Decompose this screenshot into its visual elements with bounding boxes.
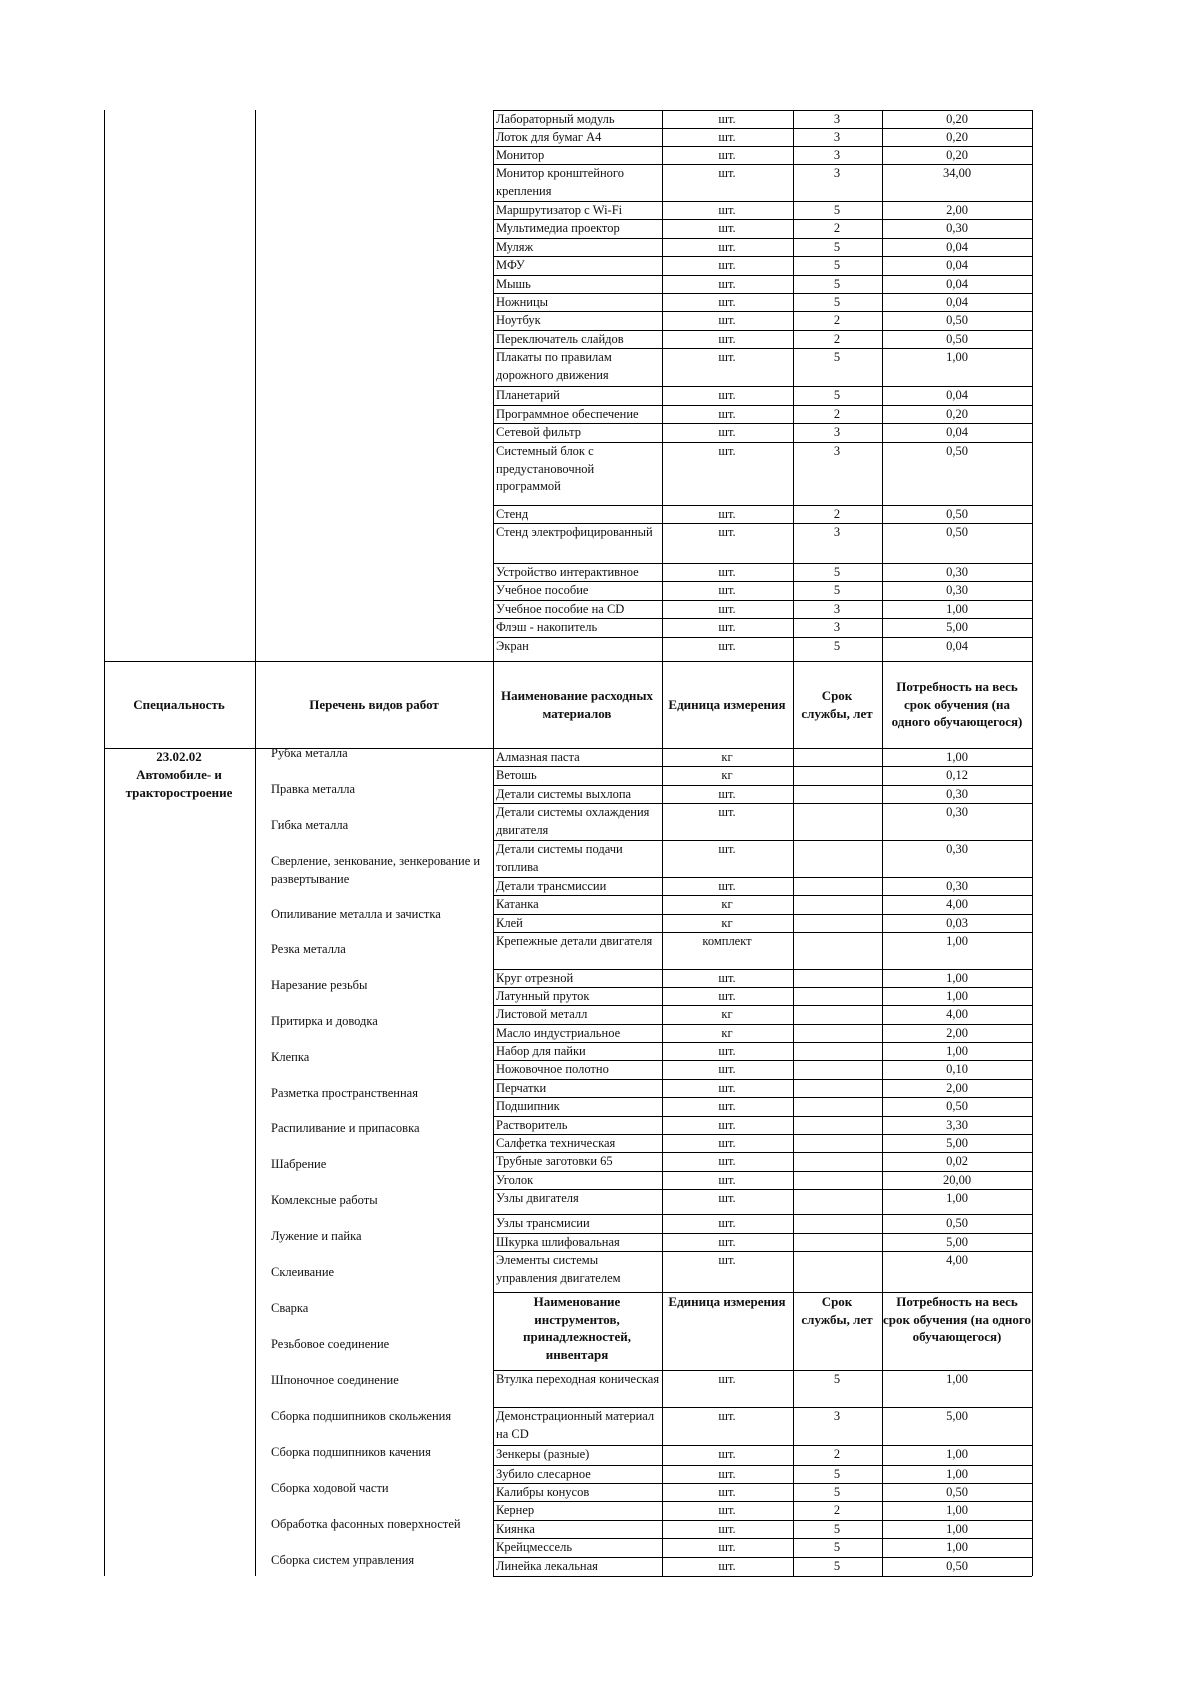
item-unit: шт. [718, 565, 736, 579]
item-name: Лоток для бумаг А4 [496, 130, 602, 144]
item-unit: шт. [718, 350, 736, 364]
item-unit: кг [721, 916, 733, 930]
item-unit: шт. [718, 639, 736, 653]
work-type-item: Резьбовое соединение [271, 1337, 390, 1351]
item-service-life: 3 [833, 112, 841, 126]
item-unit: шт. [718, 1062, 736, 1076]
item-unit: шт. [718, 1081, 736, 1095]
specialty-column-divider [255, 110, 256, 1576]
item-requirement: 1,00 [946, 1044, 968, 1058]
item-service-life: 2 [833, 221, 841, 235]
item-unit: шт. [718, 805, 736, 819]
item-name: Зубило слесарное [496, 1467, 591, 1481]
item-service-life: 3 [833, 444, 841, 458]
item-name: Шкурка шлифовальная [496, 1235, 620, 1249]
item-unit: шт. [718, 221, 736, 235]
item-requirement: 0,20 [946, 148, 968, 162]
item-requirement: 0,30 [946, 805, 968, 819]
work-type-item: Правка металла [271, 782, 356, 796]
work-type-item: Сварка [271, 1301, 309, 1315]
item-requirement: 0,50 [946, 525, 968, 539]
item-requirement: 0,04 [946, 295, 968, 309]
item-unit: шт. [718, 1044, 736, 1058]
item-requirement: 5,00 [946, 1136, 968, 1150]
item-service-life: 5 [833, 1372, 841, 1386]
item-name: Мышь [496, 277, 531, 291]
item-name: Крейцмессель [496, 1540, 573, 1554]
specialty-code: 23.02.02 [156, 749, 202, 764]
item-requirement: 0,03 [946, 916, 968, 930]
item-name: Набор для пайки [496, 1044, 586, 1058]
item-unit: кг [721, 1026, 733, 1040]
header2-unit: Единица измерения [668, 1294, 786, 1309]
item-unit: шт. [718, 407, 736, 421]
item-service-life [793, 1153, 881, 1171]
item-requirement: 1,00 [946, 1191, 968, 1205]
item-unit: шт. [718, 525, 736, 539]
item-requirement: 1,00 [946, 934, 968, 948]
item-unit: шт. [718, 971, 736, 985]
item-unit: шт. [718, 258, 736, 272]
item-service-life: 3 [833, 166, 841, 180]
item-service-life: 5 [833, 1467, 841, 1481]
item-name: Трубные заготовки 65 [496, 1154, 613, 1168]
item-service-life: 5 [833, 1485, 841, 1499]
item-unit: шт. [718, 1099, 736, 1113]
item-service-life: 2 [833, 407, 841, 421]
item-name: Круг отрезной [496, 971, 574, 985]
item-service-life [793, 878, 881, 895]
item-unit: шт. [718, 1154, 736, 1168]
right-border [1032, 110, 1033, 1576]
item-name: Устройство интерактивное [496, 565, 639, 579]
item-name: Стенд [496, 507, 529, 521]
item-unit: шт. [718, 602, 736, 616]
item-requirement: 0,50 [946, 1216, 968, 1230]
item-unit: кг [721, 750, 733, 764]
item-unit: шт. [718, 277, 736, 291]
item-service-life [793, 915, 881, 932]
item-unit: шт. [718, 425, 736, 439]
work-type-item: Рубка металла [271, 746, 348, 760]
header2-need: Потребность на весь срок обучения (на одного обучающегося) [883, 1294, 1031, 1344]
item-name: Переключатель слайдов [496, 332, 624, 346]
item-service-life [793, 1043, 881, 1060]
item-unit: шт. [718, 1467, 736, 1481]
item-requirement: 0,04 [946, 240, 968, 254]
item-service-life: 3 [833, 425, 841, 439]
item-requirement: 1,00 [946, 1467, 968, 1481]
item-service-life: 3 [833, 602, 841, 616]
header-unit: Единица измерения [668, 696, 786, 712]
item-name: Учебное пособие [496, 583, 589, 597]
item-service-life: 2 [833, 313, 841, 327]
item-unit: шт. [718, 130, 736, 144]
item-service-life [793, 933, 881, 969]
item-requirement: 3,30 [946, 1118, 968, 1132]
item-requirement: 4,00 [946, 897, 968, 911]
item-requirement: 20,00 [942, 1173, 972, 1187]
item-requirement: 0,02 [946, 1154, 968, 1168]
work-type-item: Нарезание резьбы [271, 978, 368, 992]
item-unit: шт. [718, 166, 736, 180]
header-material: Наименование расходных материалов [500, 688, 654, 721]
item-name: Демонстрационный материал на CD [496, 1409, 655, 1441]
item-unit: шт. [718, 1173, 736, 1187]
item-requirement: 0,10 [946, 1062, 968, 1076]
item-unit: шт. [718, 1540, 736, 1554]
item-requirement: 0,20 [946, 112, 968, 126]
item-unit: шт. [718, 787, 736, 801]
item-service-life [793, 767, 881, 785]
item-unit: шт. [718, 1409, 736, 1423]
work-type-item: Резка металла [271, 942, 346, 956]
item-unit: шт. [718, 1372, 736, 1386]
item-requirement: 1,00 [946, 1522, 968, 1536]
header-specialty: Специальность [133, 696, 225, 712]
item-unit: шт. [718, 1235, 736, 1249]
item-unit: шт. [718, 879, 736, 893]
left-border [104, 110, 105, 1576]
item-requirement: 0,50 [946, 332, 968, 346]
item-service-life [793, 1234, 881, 1251]
item-requirement: 0,30 [946, 583, 968, 597]
item-name: Узлы трансмисии [496, 1216, 590, 1230]
item-requirement: 2,00 [946, 1081, 968, 1095]
item-service-life: 2 [833, 507, 841, 521]
header-works: Перечень видов работ [309, 696, 439, 712]
item-requirement: 1,00 [946, 989, 968, 1003]
row-divider [493, 1576, 1032, 1577]
item-unit: шт. [718, 1136, 736, 1150]
item-name: Планетарий [496, 388, 560, 402]
item-name: Лабораторный модуль [496, 112, 615, 126]
item-name: Катанка [496, 897, 539, 911]
work-type-item: Гибка металла [271, 818, 349, 832]
item-name: Монитор [496, 148, 545, 162]
item-unit: шт. [718, 388, 736, 402]
work-type-item: Склеивание [271, 1265, 335, 1279]
item-requirement: 0,50 [946, 1485, 968, 1499]
work-type-item: Клепка [271, 1050, 310, 1064]
work-type-item: Разметка пространственная [271, 1086, 418, 1100]
item-name: Перчатки [496, 1081, 547, 1095]
item-unit: шт. [718, 313, 736, 327]
item-requirement: 1,00 [946, 350, 968, 364]
item-unit: шт. [718, 620, 736, 634]
header2-life: Срок службы, лет [801, 1294, 873, 1327]
item-name: Масло индустриальное [496, 1026, 621, 1040]
item-service-life: 5 [833, 1559, 841, 1573]
item-service-life [793, 1098, 881, 1116]
item-name: Уголок [496, 1173, 534, 1187]
item-unit: шт. [718, 1191, 736, 1205]
item-service-life: 2 [833, 332, 841, 346]
item-name: Калибры конусов [496, 1485, 590, 1499]
work-type-item: Сборка систем управления [271, 1553, 415, 1567]
item-name: Экран [496, 639, 529, 653]
item-name: Подшипник [496, 1099, 560, 1113]
item-unit: шт. [718, 148, 736, 162]
item-requirement: 5,00 [946, 1409, 968, 1423]
item-name: Детали системы подачи топлива [496, 842, 623, 874]
item-service-life [793, 1135, 881, 1152]
item-unit: шт. [718, 1503, 736, 1517]
item-requirement: 0,50 [946, 507, 968, 521]
item-name: Кернер [496, 1503, 535, 1517]
item-service-life: 5 [833, 388, 841, 402]
item-unit: шт. [718, 1253, 736, 1267]
item-name: Растворитель [496, 1118, 568, 1132]
item-requirement: 1,00 [946, 971, 968, 985]
work-type-item: Сверление, зенкование, зенкерование и развертывание [271, 854, 481, 886]
item-requirement: 0,30 [946, 221, 968, 235]
item-name: Маршрутизатор с Wi-Fi [496, 203, 623, 217]
item-name: Ноутбук [496, 313, 541, 327]
item-requirement: 0,04 [946, 258, 968, 272]
item-requirement: 0,04 [946, 425, 968, 439]
item-service-life: 3 [833, 525, 841, 539]
item-requirement: 0,50 [946, 1559, 968, 1573]
work-type-item: Опиливание металла и зачистка [271, 907, 441, 921]
item-unit: шт. [718, 1447, 736, 1461]
item-unit: шт. [718, 1522, 736, 1536]
item-requirement: 0,04 [946, 388, 968, 402]
item-name: Учебное пособие на CD [496, 602, 625, 616]
item-unit: кг [721, 1007, 733, 1021]
item-name: Монитор кронштейного крепления [496, 166, 624, 198]
item-unit: шт. [718, 1485, 736, 1499]
work-type-item: Распиливание и припасовка [271, 1121, 420, 1135]
item-name: Ветошь [496, 768, 537, 782]
specialty-name: Автомобиле- и тракторостроение [125, 767, 233, 800]
item-requirement: 4,00 [946, 1253, 968, 1267]
item-unit: кг [721, 768, 733, 782]
item-unit: шт. [718, 203, 736, 217]
item-requirement: 1,00 [946, 750, 968, 764]
item-service-life [793, 1215, 881, 1233]
work-type-item: Комлексные работы [271, 1193, 378, 1207]
item-service-life [793, 804, 881, 840]
item-name: Листовой металл [496, 1007, 588, 1021]
item-unit: шт. [718, 842, 736, 856]
item-service-life: 5 [833, 1540, 841, 1554]
item-service-life: 5 [833, 1522, 841, 1536]
item-name: Элементы системы управления двигателем [496, 1253, 621, 1285]
work-type-item: Сборка ходовой части [271, 1481, 389, 1495]
work-type-item: Сборка подшипников качения [271, 1445, 431, 1459]
item-requirement: 1,00 [946, 1447, 968, 1461]
item-service-life: 5 [833, 350, 841, 364]
item-name: Ножницы [496, 295, 549, 309]
item-name: Системный блок с предустановочной программой [496, 444, 595, 493]
item-service-life [793, 749, 881, 766]
item-service-life [793, 1252, 881, 1292]
item-unit: кг [721, 897, 733, 911]
item-name: Узлы двигателя [496, 1191, 579, 1205]
item-requirement: 1,00 [946, 1503, 968, 1517]
item-name: Линейка лекальная [496, 1559, 598, 1573]
item-requirement: 0,30 [946, 879, 968, 893]
item-name: Латунный пруток [496, 989, 590, 1003]
item-service-life: 2 [833, 1503, 841, 1517]
item-name: Крепежные детали двигателя [496, 934, 653, 948]
item-service-life: 5 [833, 277, 841, 291]
item-name: Детали системы выхлопа [496, 787, 632, 801]
item-name: Детали системы охлаждения двигателя [496, 805, 650, 837]
item-requirement: 0,04 [946, 639, 968, 653]
item-requirement: 2,00 [946, 1026, 968, 1040]
item-requirement: 0,50 [946, 444, 968, 458]
item-requirement: 34,00 [942, 166, 972, 180]
item-service-life: 3 [833, 620, 841, 634]
item-unit: шт. [718, 989, 736, 1003]
work-type-item: Притирка и доводка [271, 1014, 378, 1028]
item-service-life: 5 [833, 295, 841, 309]
work-type-item: Обработка фасонных поверхностей [271, 1517, 461, 1531]
item-unit: шт. [718, 444, 736, 458]
item-service-life: 3 [833, 148, 841, 162]
item-service-life [793, 896, 881, 914]
item-service-life [793, 841, 881, 877]
item-unit: шт. [718, 112, 736, 126]
item-service-life: 5 [833, 203, 841, 217]
item-service-life [793, 1172, 881, 1189]
item-name: Детали трансмиссии [496, 879, 607, 893]
item-requirement: 0,20 [946, 130, 968, 144]
item-unit: шт. [718, 1118, 736, 1132]
item-requirement: 4,00 [946, 1007, 968, 1021]
item-requirement: 0,30 [946, 842, 968, 856]
item-requirement: 0,50 [946, 1099, 968, 1113]
item-name: Программное обеспечение [496, 407, 639, 421]
item-service-life [793, 786, 881, 803]
item-requirement: 1,00 [946, 1372, 968, 1386]
item-service-life [793, 988, 881, 1005]
item-requirement: 0,50 [946, 313, 968, 327]
item-name: Сетевой фильтр [496, 425, 582, 439]
item-name: Зенкеры (разные) [496, 1447, 590, 1461]
item-unit: шт. [718, 1216, 736, 1230]
item-service-life: 3 [833, 1409, 841, 1423]
item-service-life: 5 [833, 565, 841, 579]
header-life: Срок службы, лет [801, 688, 873, 721]
item-name: МФУ [496, 258, 525, 272]
item-requirement: 0,04 [946, 277, 968, 291]
item-name: Флэш - накопитель [496, 620, 598, 634]
item-service-life [793, 1025, 881, 1042]
item-service-life: 5 [833, 240, 841, 254]
item-requirement: 0,30 [946, 787, 968, 801]
item-service-life: 5 [833, 639, 841, 653]
item-service-life: 2 [833, 1447, 841, 1461]
item-requirement: 2,00 [946, 203, 968, 217]
item-requirement: 0,12 [946, 768, 968, 782]
item-requirement: 5,00 [946, 1235, 968, 1249]
item-unit: шт. [718, 295, 736, 309]
item-requirement: 1,00 [946, 602, 968, 616]
header-need: Потребность на весь срок обучения (на одного обучающегося) [891, 679, 1023, 730]
item-name: Клей [496, 916, 523, 930]
item-name: Мультимедиа проектор [496, 221, 620, 235]
item-service-life [793, 1061, 881, 1079]
item-requirement: 0,20 [946, 407, 968, 421]
item-requirement: 0,30 [946, 565, 968, 579]
item-requirement: 1,00 [946, 1540, 968, 1554]
work-type-item: Сборка подшипников скольжения [271, 1409, 452, 1423]
item-name: Ножовочное полотно [496, 1062, 609, 1076]
work-type-item: Лужение и пайка [271, 1229, 362, 1243]
item-name: Плакаты по правилам дорожного движения [496, 350, 612, 382]
item-service-life [793, 1117, 881, 1134]
item-name: Алмазная паста [496, 750, 580, 764]
header2-tools: Наименование инструментов, принадлежностей, инвентаря [523, 1294, 631, 1362]
item-unit: шт. [718, 583, 736, 597]
item-service-life: 3 [833, 130, 841, 144]
item-name: Салфетка техническая [496, 1136, 616, 1150]
item-service-life [793, 1080, 881, 1097]
item-unit: шт. [718, 332, 736, 346]
item-name: Муляж [496, 240, 534, 254]
item-requirement: 5,00 [946, 620, 968, 634]
item-service-life [793, 1190, 881, 1214]
item-service-life: 5 [833, 583, 841, 597]
item-unit: шт. [718, 1559, 736, 1573]
item-service-life [793, 1006, 881, 1024]
item-unit: комплект [702, 934, 752, 948]
item-unit: шт. [718, 240, 736, 254]
item-name: Стенд электрофицированный [496, 525, 653, 539]
work-type-item: Шпоночное соединение [271, 1373, 399, 1387]
work-type-item: Шабрение [271, 1157, 327, 1171]
item-service-life [793, 970, 881, 987]
item-unit: шт. [718, 507, 736, 521]
item-name: Киянка [496, 1522, 535, 1536]
item-name: Втулка переходная коническая [496, 1372, 660, 1386]
item-service-life: 5 [833, 258, 841, 272]
